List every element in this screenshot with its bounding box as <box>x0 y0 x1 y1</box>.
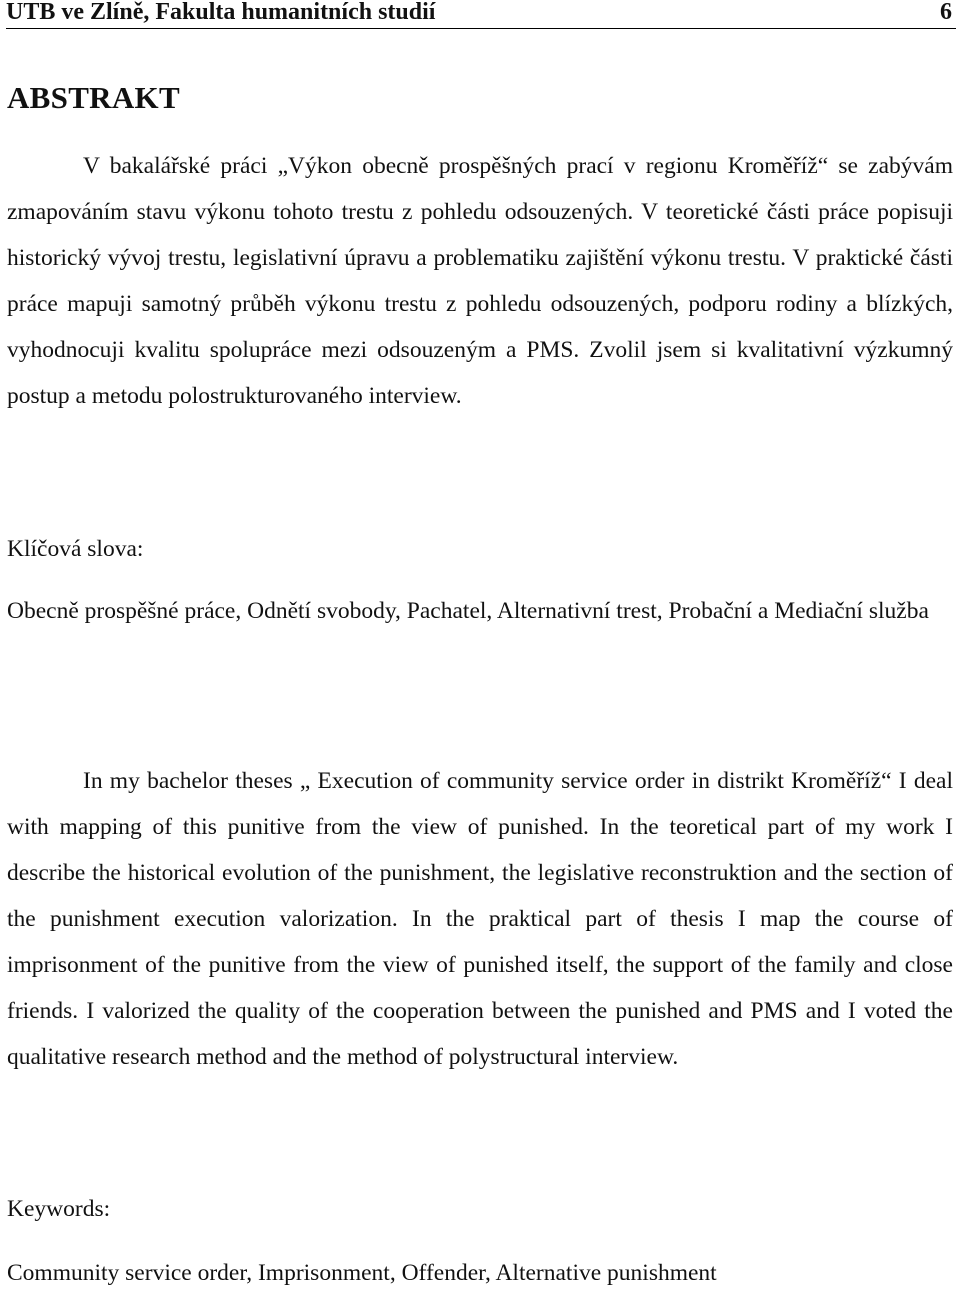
page-number: 6 <box>940 0 952 25</box>
header-title: UTB ve Zlíně, Fakulta humanitních studií <box>6 0 436 25</box>
keywords-czech-list: Obecně prospěšné práce, Odnětí svobody, Pachatel, Alternativní trest, Probační a Mediační služba <box>7 598 929 624</box>
keywords-english-list: Community service order, Imprisonment, Offender, Alternative punishment <box>7 1260 717 1286</box>
abstract-czech-paragraph: V bakalářské práci „Výkon obecně prospěšných prací v regionu Kroměříž“ se zabývám zmapováním stavu výkonu tohoto trestu z pohledu odsouzených. V teoretické části práce popisuji historický vývoj trestu, legislativní úpravu a problematiku zajištění výkonu trestu. V praktické části práce mapuji samotný průběh výkonu trestu z pohledu odsouzených, podporu rodiny a blízkých, vyhodnocuji kvalitu spolupráce mezi odsouzeným a PMS. Zvolil jsem si kvalitativní výzkumný postup a metodu polostrukturovaného interview. <box>7 153 953 409</box>
keywords-czech-label: Klíčová slova: <box>7 536 144 562</box>
abstract-english-paragraph: In my bachelor theses „ Execution of community service order in distrikt Kroměříž“ I deal with mapping of this punitive from the view of punished. In the teoretical part of my work I describe the historical evolution of the punishment, the legislative reconstruktion and the section of the punishment execution valorization. In the praktical part of thesis I map the course of imprisonment of the punitive from the view of punished itself, the support of the family and close friends. I valorized the quality of the cooperation between the punished and PMS and I voted the qualitative research method and the method of polystructural interview. <box>7 768 953 1070</box>
page-header <box>6 0 956 29</box>
keywords-english-label: Keywords: <box>7 1196 111 1222</box>
abstract-title: ABSTRAKT <box>7 80 180 115</box>
